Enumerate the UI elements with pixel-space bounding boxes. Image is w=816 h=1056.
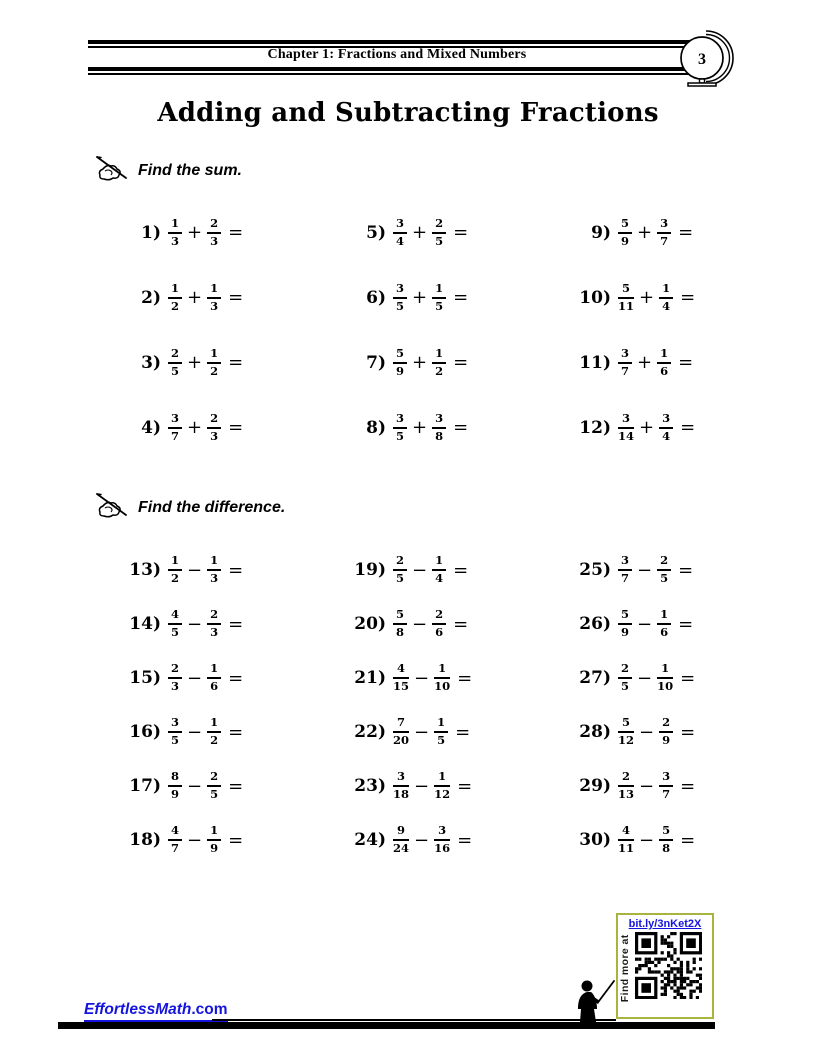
operator: − — [637, 613, 653, 635]
operator: − — [187, 559, 203, 581]
problem-number: 30) — [579, 830, 611, 850]
problem-number: 18) — [129, 830, 161, 850]
equals-sign: = — [228, 287, 244, 308]
fraction: $\frac{5}{9}$ — [618, 608, 632, 639]
qr-code — [635, 932, 702, 1004]
problem-item — [578, 395, 788, 460]
problem-item — [128, 759, 353, 813]
operator: − — [637, 559, 653, 581]
problem-item — [578, 543, 788, 597]
problem-number: 25) — [579, 560, 611, 580]
fraction: $\frac{1}{5}$ — [434, 716, 448, 747]
equals-sign: = — [228, 222, 244, 243]
fraction: $\frac{2}{5}$ — [393, 554, 407, 585]
fraction: $\frac{3}{14}$ — [618, 410, 635, 443]
instruction-difference — [95, 492, 285, 523]
fraction: $\frac{1}{3}$ — [207, 282, 221, 313]
problem-item — [128, 651, 353, 705]
equals-sign: = — [453, 559, 469, 581]
fraction: $\frac{3}{7}$ — [168, 412, 182, 443]
problem-number: 3) — [141, 352, 161, 373]
operator: − — [414, 667, 430, 689]
site-tld: .com — [191, 1001, 228, 1018]
fraction: $\frac{1}{12}$ — [434, 769, 451, 801]
problem-item — [578, 330, 788, 395]
fraction: $\frac{5}{8}$ — [393, 608, 407, 639]
problem-item — [353, 759, 578, 813]
equals-sign: = — [228, 829, 244, 851]
fraction: $\frac{1}{2}$ — [432, 347, 446, 378]
equals-sign: = — [453, 417, 469, 438]
fraction: $\frac{2}{5}$ — [432, 217, 446, 248]
fraction: $\frac{1}{10}$ — [434, 661, 451, 693]
operator: − — [412, 613, 428, 635]
problem-item — [128, 395, 353, 460]
problem-item — [578, 705, 788, 759]
fraction: $\frac{2}{3}$ — [207, 412, 221, 443]
fraction: $\frac{2}{3}$ — [207, 217, 221, 248]
instruction-label: Find the sum. — [138, 161, 242, 179]
problem-number: 24) — [354, 830, 386, 850]
operator: − — [639, 775, 655, 797]
equals-sign: = — [680, 417, 696, 438]
problem-number: 11) — [579, 352, 611, 373]
problem-item — [578, 813, 788, 867]
fraction: $\frac{2}{6}$ — [432, 608, 446, 639]
equals-sign: = — [228, 667, 244, 689]
operator: + — [639, 417, 655, 438]
operator: + — [412, 352, 428, 373]
equals-sign: = — [680, 829, 696, 851]
operator: + — [637, 352, 653, 373]
fraction: $\frac{1}{5}$ — [432, 282, 446, 313]
problem-number: 17) — [129, 776, 161, 796]
operator: − — [637, 667, 653, 689]
problem-number: 14) — [129, 614, 161, 634]
sum-problems-grid — [128, 200, 788, 460]
equals-sign: = — [678, 222, 694, 243]
find-more-panel — [616, 913, 714, 1019]
fraction: $\frac{2}{5}$ — [207, 770, 221, 801]
fraction: $\frac{2}{13}$ — [618, 769, 635, 801]
problem-item — [128, 330, 353, 395]
problem-number: 2) — [141, 287, 161, 308]
fraction: $\frac{2}{5}$ — [618, 662, 632, 693]
fraction: $\frac{1}{2}$ — [168, 554, 182, 585]
operator: − — [639, 721, 655, 743]
problem-number: 7) — [366, 352, 386, 373]
equals-sign: = — [680, 287, 696, 308]
fraction: $\frac{3}{16}$ — [434, 823, 451, 855]
operator: − — [414, 721, 430, 743]
writing-hand-icon — [95, 155, 128, 186]
operator: − — [187, 775, 203, 797]
fraction: $\frac{4}{15}$ — [393, 661, 410, 693]
fraction: $\frac{1}{3}$ — [207, 554, 221, 585]
problem-number: 13) — [129, 560, 161, 580]
instruction-label: Find the difference. — [138, 498, 286, 516]
problem-number: 28) — [579, 722, 611, 742]
equals-sign: = — [228, 352, 244, 373]
problem-item — [353, 543, 578, 597]
problem-item — [353, 265, 578, 330]
fraction: $\frac{2}{3}$ — [207, 608, 221, 639]
operator: + — [637, 222, 653, 243]
find-more-label: Find more at — [619, 934, 631, 1002]
fraction: $\frac{5}{9}$ — [618, 217, 632, 248]
fraction: $\frac{1}{4}$ — [659, 282, 673, 313]
problem-number: 4) — [141, 417, 161, 438]
fraction: $\frac{3}{7}$ — [657, 217, 671, 248]
problem-item — [128, 705, 353, 759]
operator: + — [639, 287, 655, 308]
problem-item — [578, 759, 788, 813]
fraction: $\frac{2}{9}$ — [659, 716, 673, 747]
operator: − — [414, 829, 430, 851]
problem-item — [128, 543, 353, 597]
equals-sign: = — [228, 417, 244, 438]
page-header — [88, 40, 706, 76]
problem-item — [353, 813, 578, 867]
fraction: $\frac{2}{3}$ — [168, 662, 182, 693]
problem-item — [578, 200, 788, 265]
problem-number: 27) — [579, 668, 611, 688]
equals-sign: = — [680, 667, 696, 689]
operator: + — [412, 287, 428, 308]
page-title: Adding and Subtracting Fractions — [157, 98, 659, 128]
chapter-title: Chapter 1: Fractions and Mixed Numbers — [267, 47, 527, 62]
fraction: $\frac{4}{11}$ — [618, 823, 635, 855]
operator: − — [412, 559, 428, 581]
equals-sign: = — [228, 559, 244, 581]
presenter-figure-icon — [570, 977, 618, 1030]
footer-rule — [212, 1019, 616, 1021]
fraction: $\frac{3}{8}$ — [432, 412, 446, 443]
fraction: $\frac{1}{3}$ — [168, 217, 182, 248]
page-number: 3 — [698, 51, 706, 68]
difference-problems-grid — [128, 543, 788, 867]
problem-number: 8) — [366, 417, 386, 438]
problem-number: 5) — [366, 222, 386, 243]
fraction: $\frac{3}{18}$ — [393, 769, 410, 801]
fraction: $\frac{2}{5}$ — [168, 347, 182, 378]
bitly-link[interactable]: bit.ly/3nKet2X — [628, 918, 702, 930]
fraction: $\frac{3}{5}$ — [393, 282, 407, 313]
fraction: $\frac{3}{5}$ — [393, 412, 407, 443]
fraction: $\frac{2}{5}$ — [657, 554, 671, 585]
fraction: $\frac{1}{2}$ — [168, 282, 182, 313]
operator: + — [187, 417, 203, 438]
problem-item — [353, 651, 578, 705]
equals-sign: = — [678, 559, 694, 581]
problem-item — [578, 651, 788, 705]
problem-number: 12) — [579, 417, 611, 438]
fraction: $\frac{3}{7}$ — [618, 347, 632, 378]
problem-item — [353, 597, 578, 651]
fraction: $\frac{3}{4}$ — [393, 217, 407, 248]
equals-sign: = — [453, 222, 469, 243]
problem-number: 22) — [354, 722, 386, 742]
operator: + — [187, 287, 203, 308]
problem-number: 15) — [129, 668, 161, 688]
operator: + — [412, 222, 428, 243]
equals-sign: = — [457, 829, 473, 851]
fraction: $\frac{8}{9}$ — [168, 770, 182, 801]
equals-sign: = — [680, 721, 696, 743]
operator: − — [187, 667, 203, 689]
problem-number: 16) — [129, 722, 161, 742]
equals-sign: = — [453, 352, 469, 373]
instruction-sum — [95, 155, 242, 186]
problem-number: 10) — [579, 287, 611, 308]
equals-sign: = — [678, 613, 694, 635]
problem-item — [128, 265, 353, 330]
operator: + — [187, 352, 203, 373]
equals-sign: = — [680, 775, 696, 797]
fraction: $\frac{1}{6}$ — [657, 608, 671, 639]
operator: − — [639, 829, 655, 851]
fraction: $\frac{3}{4}$ — [659, 412, 673, 443]
problem-item — [578, 265, 788, 330]
equals-sign: = — [228, 775, 244, 797]
fraction: $\frac{7}{20}$ — [393, 715, 410, 747]
equals-sign: = — [228, 613, 244, 635]
equals-sign: = — [228, 721, 244, 743]
site-name: EffortlessMath — [84, 1001, 192, 1018]
problem-number: 23) — [354, 776, 386, 796]
equals-sign: = — [678, 352, 694, 373]
fraction: $\frac{3}{7}$ — [659, 770, 673, 801]
problem-number: 6) — [366, 287, 386, 308]
fraction: $\frac{3}{5}$ — [168, 716, 182, 747]
fraction: $\frac{1}{6}$ — [207, 662, 221, 693]
equals-sign: = — [453, 287, 469, 308]
fraction: $\frac{5}{12}$ — [618, 715, 635, 747]
problem-number: 20) — [354, 614, 386, 634]
operator: + — [187, 222, 203, 243]
problem-item — [353, 395, 578, 460]
problem-item — [353, 330, 578, 395]
equals-sign: = — [457, 775, 473, 797]
problem-number: 29) — [579, 776, 611, 796]
operator: − — [414, 775, 430, 797]
fraction: $\frac{5}{8}$ — [659, 824, 673, 855]
fraction: $\frac{4}{7}$ — [168, 824, 182, 855]
problem-number: 1) — [141, 222, 161, 243]
operator: − — [187, 721, 203, 743]
operator: + — [412, 417, 428, 438]
fraction: $\frac{1}{4}$ — [432, 554, 446, 585]
operator: − — [187, 829, 203, 851]
fraction: $\frac{4}{5}$ — [168, 608, 182, 639]
problem-item — [128, 200, 353, 265]
equals-sign: = — [455, 721, 471, 743]
equals-sign: = — [453, 613, 469, 635]
problem-number: 21) — [354, 668, 386, 688]
equals-sign: = — [457, 667, 473, 689]
problem-number: 26) — [579, 614, 611, 634]
problem-item — [128, 597, 353, 651]
fraction: $\frac{1}{9}$ — [207, 824, 221, 855]
fraction: $\frac{3}{7}$ — [618, 554, 632, 585]
fraction: $\frac{1}{2}$ — [207, 716, 221, 747]
fraction: $\frac{1}{2}$ — [207, 347, 221, 378]
globe-page-number-icon — [676, 30, 736, 92]
problem-item — [353, 705, 578, 759]
problem-item — [578, 597, 788, 651]
problem-item — [128, 813, 353, 867]
fraction: $\frac{1}{10}$ — [657, 661, 674, 693]
fraction: $\frac{1}{6}$ — [657, 347, 671, 378]
fraction: $\frac{9}{24}$ — [393, 823, 410, 855]
fraction: $\frac{5}{9}$ — [393, 347, 407, 378]
effortlessmath-link[interactable] — [84, 1001, 228, 1022]
fraction: $\frac{5}{11}$ — [618, 280, 635, 313]
problem-number: 9) — [591, 222, 611, 243]
operator: − — [187, 613, 203, 635]
writing-hand-icon — [95, 492, 128, 523]
problem-item — [353, 200, 578, 265]
header-rule-bottom — [88, 67, 706, 75]
problem-number: 19) — [354, 560, 386, 580]
